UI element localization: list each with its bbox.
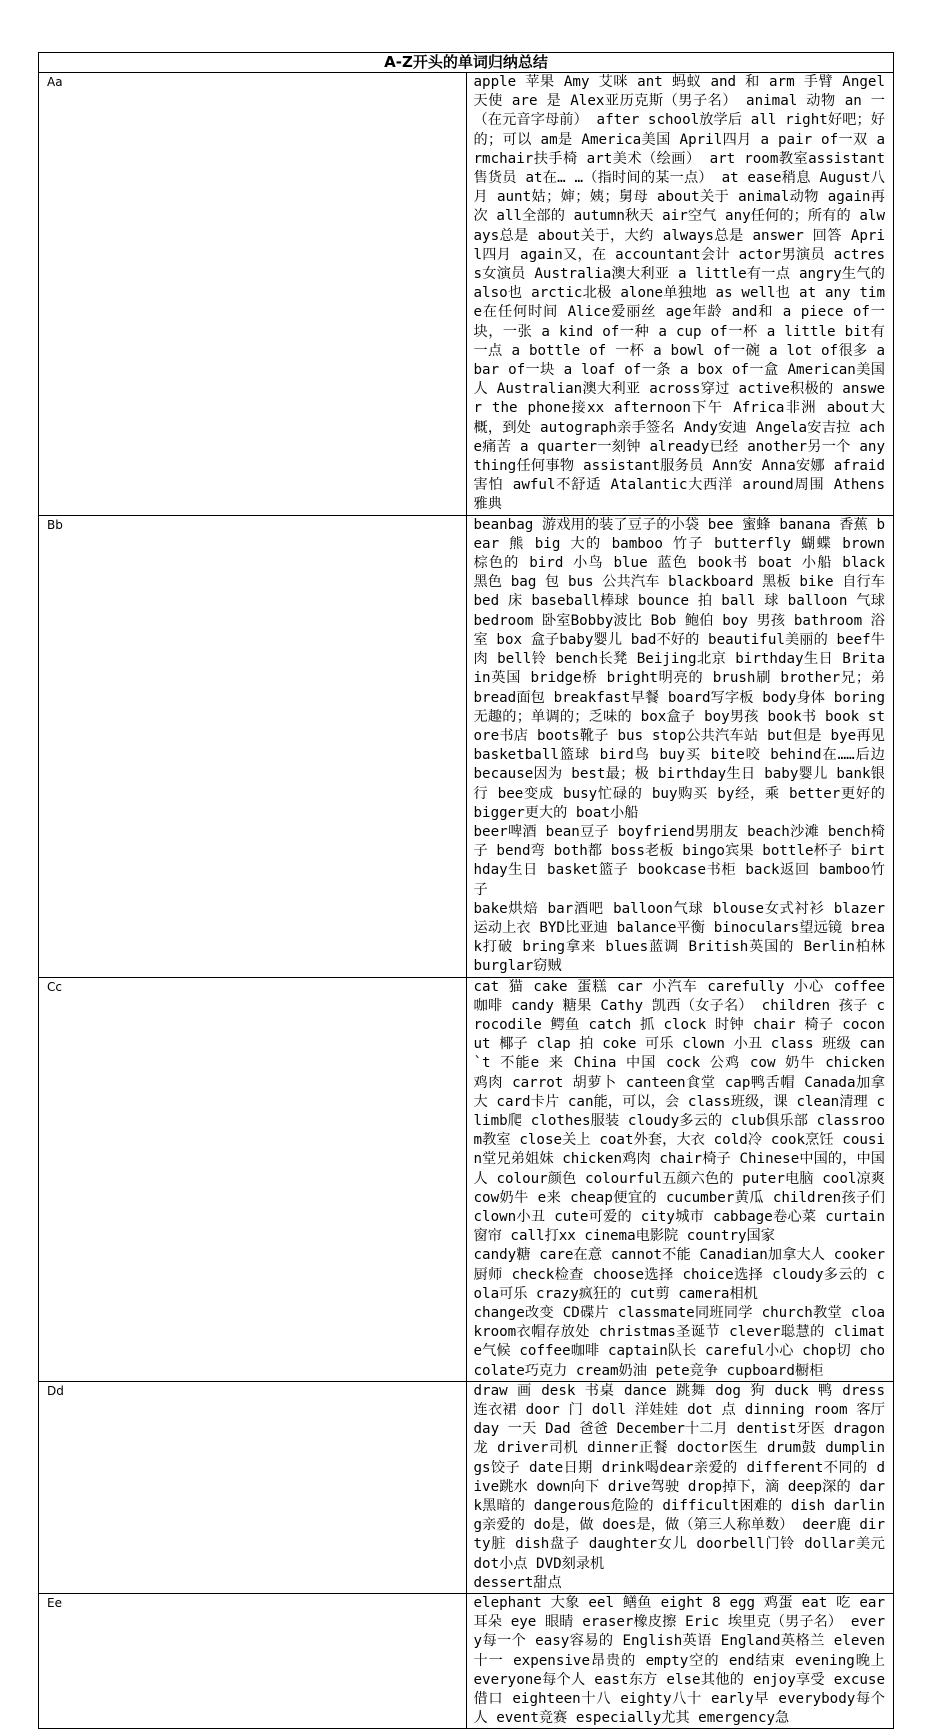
word-paragraph: change改变 CD碟片 classmate同班同学 church教堂 cloakroom衣帽存放处 christmas圣诞节 clever聪慧的 climate气候 coffee咖啡 captain队长 careful小心 chop切 chocolate巧克力 cream奶油 pete竞争 cupboard橱柜 xyxy=(473,1305,885,1379)
word-paragraph: beer啤酒 bean豆子 boyfriend男朋友 beach沙滩 bench椅子 bend弯 both都 boss老板 bingo宾果 bottle杯子 birthday生日 basket篮子 bookcase书柜 back返回 bamboo竹子 xyxy=(473,823,885,898)
word-paragraph: draw 画 desk 书桌 dance 跳舞 dog 狗 duck 鸭 dress 连衣裙 door 门 doll 洋娃娃 dot 点 dinning room 客厅 day 一天 Dad 爸爸 December十二月 dentist牙医 dragon龙 driver司机 dinner正餐 doctor医生 drum鼓 dumplings饺子 date日期 drink喝dear亲爱的 different不同的 dive跳水 down向下 drive驾驶 drop掉下，滴 deep深的 dark黑暗的 dangerous危险的 difficult困难的 dish darling亲爱的 do是，做 does是，做（第三人称单数） deer鹿 dirty脏 dish盘子 daughter女儿 doorbell门铃 dollar美元 dot小点 DVD刻录机 xyxy=(473,1382,885,1572)
word-paragraph: bake烘焙 bar酒吧 balloon气球 blouse女式衬衫 blazer运动上衣 BYD比亚迪 balance平衡 binoculars望远镜 break打破 bring拿来 blues蓝调 British英国的 Berlin柏林 burglar窃贼 xyxy=(473,900,885,975)
word-paragraph: dessert甜点 xyxy=(473,1574,562,1591)
letter-row-b xyxy=(39,515,894,977)
word-list xyxy=(466,73,894,516)
document-page xyxy=(38,52,894,1729)
document-title: A-Z开头的单词归纳总结 xyxy=(39,53,894,73)
title-row xyxy=(39,53,894,73)
word-paragraph: apple 苹果 Amy 艾咪 ant 蚂蚁 and 和 arm 手臂 Angel 天使 are 是 Alex亚历克斯（男子名） animal 动物 an 一（在元音字母前） after school放学后 all right好吧；好的；可以 am是 America美国 April四月 a pair of一双 armchair扶手椅 art美术（绘画） art room教室assistant售货员 at在… …（指时间的某一点） at ease稍息 August八月 aunt姑；婶；姨；舅母 about关于 animal动物 again再次 all全部的 autumn秋天 air空气 any任何的；所有的 always总是 about关于，大约 always总是 answer 回答 April四月 again又，在 accountant会计 actor男演员 actress女演员 Australia澳大利亚 a little有一点 angry生气的 also也 arctic北极 alone单独地 as well也 at any time在任何时间 Alice爱丽丝 age年龄 and和 a piece of一块，一张 a kind of一种 a cup of一杯 a little bit有一点 a bottle of 一杯 a bowl of一碗 a lot of很多 a bar of一块 a loaf of一条 a box of一盒 American美国人 Australian澳大利亚 across穿过 active积极的 answer the phone接xx afternoon下午 Africa非洲 about大概，到处 autograph亲手签名 Andy安迪 Angela安吉拉 ache痛苦 a quarter一刻钟 already已经 another另一个 anything任何事物 assistant服务员 Ann安 Anna安娜 afraid害怕 awful不舒适 Atalantic大西洋 around周围 Athens雅典 xyxy=(473,74,885,513)
letter-label: Dd xyxy=(39,1381,467,1593)
word-summary-table xyxy=(38,52,894,1729)
letter-row-d xyxy=(39,1381,894,1593)
word-list xyxy=(466,1594,894,1729)
letter-label: Bb xyxy=(39,515,467,977)
letter-label: Aa xyxy=(39,73,467,516)
letter-label: Ee xyxy=(39,1594,467,1729)
word-paragraph: cat 猫 cake 蛋糕 car 小汽车 carefully 小心 coffee 咖啡 candy 糖果 Cathy 凯西（女子名） children 孩子 crocodile 鳄鱼 catch 抓 clock 时钟 chair 椅子 coconut 椰子 clap 拍 coke 可乐 clown 小丑 class 班级 can`t 不能e 来 China 中国 cock 公鸡 cow 奶牛 chicken 鸡肉 carrot 胡萝卜 canteen食堂 cap鸭舌帽 Canada加拿大 card卡片 can能，可以，会 class班级，课 clean清理 climb爬 clothes服装 cloudy多云的 club俱乐部 classroom教室 close关上 coat外套，大衣 cold冷 cook烹饪 cousin堂兄弟姐妹 chicken鸡肉 chair椅子 Chinese中国的，中国人 colour颜色 colourful五颜六色的 puter电脑 cool凉爽 cow奶牛 e来 cheap便宜的 cucumber黄瓜 children孩子们 clown小丑 cute可爱的 city城市 cabbage卷心菜 curtain窗帘 call打xx cinema电影院 country国家 xyxy=(473,978,885,1245)
word-paragraph: beanbag 游戏用的装了豆子的小袋 bee 蜜蜂 banana 香蕉 bear 熊 big 大的 bamboo 竹子 butterfly 蝴蝶 brown 棕色的 bird 小鸟 blue 蓝色 book书 boat 小船 black 黑色 bag 包 bus 公共汽车 blackboard 黑板 bike 自行车 bed 床 baseball棒球 bounce 拍 ball 球 balloon 气球 bedroom 卧室Bobby波比 Bob 鲍伯 boy 男孩 bathroom 浴室 box 盒子baby婴儿 bad不好的 beautiful美丽的 beef牛肉 bell铃 bench长凳 Beijing北京 birthday生日 Britain英国 bridge桥 bright明亮的 brush刷 brother兄；弟 bread面包 breakfast早餐 board写字板 body身体 boring无趣的；单调的；乏味的 box盒子 boy男孩 book书 book store书店 boots靴子 bus stop公共汽车站 but但是 bye再见 basketball篮球 bird鸟 buy买 bite咬 behind在……后边 because因为 best最；极 birthday生日 baby婴儿 bank银行 bee变成 busy忙碌的 buy购买 by经，乘 better更好的 bigger更大的 boat小船 xyxy=(473,516,885,821)
letter-row-a xyxy=(39,73,894,516)
word-list xyxy=(466,515,894,977)
word-paragraph: elephant 大象 eel 鳝鱼 eight 8 egg 鸡蛋 eat 吃 ear 耳朵 eye 眼睛 eraser橡皮擦 Eric 埃里克（男子名） every每一个 easy容易的 English英语 England英格兰 eleven十一 expensive昂贵的 empty空的 end结束 evening晚上 everyone每个人 east东方 else其他的 enjoy享受 excuse借口 eighteen十八 eighty八十 early早 everybody每个人 event竞赛 especially尤其 emergency急 xyxy=(473,1595,885,1727)
word-list xyxy=(466,977,894,1381)
word-paragraph: candy糖 care在意 cannot不能 Canadian加拿大人 cooker厨师 check检查 choose选择 choice选择 cloudy多云的 cola可乐 crazy疯狂的 cut剪 camera相机 xyxy=(473,1247,885,1302)
word-list xyxy=(466,1381,894,1593)
letter-row-e xyxy=(39,1594,894,1729)
letter-row-c xyxy=(39,977,894,1381)
letter-label: Cc xyxy=(39,977,467,1381)
